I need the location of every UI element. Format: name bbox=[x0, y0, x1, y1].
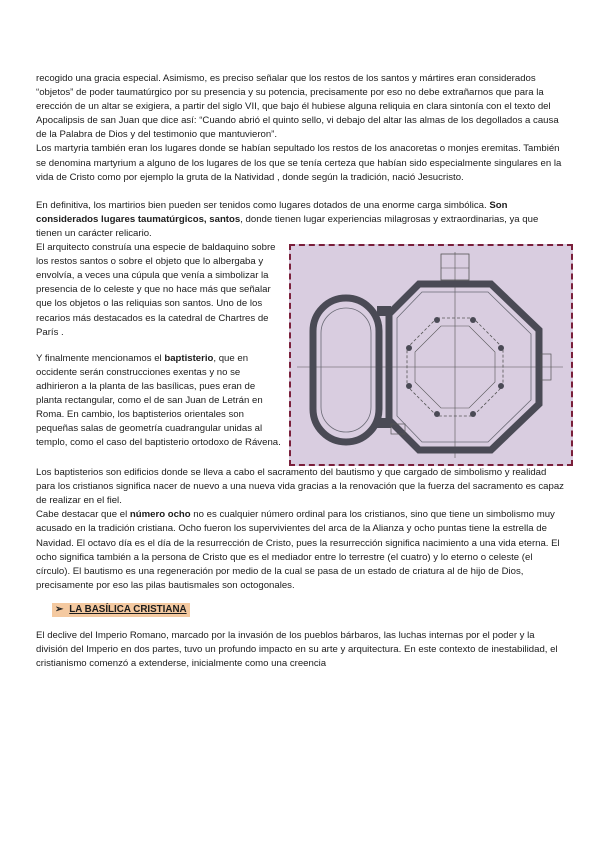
paragraph-declive-imperio: El declive del Imperio Romano, marcado por la invasión de los pueblos bárbaros, las luchas internas por el poder y la división del Imperio en dos partes, tuvo un profundo impacto en su arte y arquitectura. En este contexto de inestabilidad, el cristianismo comenzó a extenderse, inicialmente como una creencia bbox=[36, 629, 558, 670]
arrow-bullet-icon: ➢ bbox=[55, 603, 64, 615]
baptisterio-text-start: Y finalmente mencionamos el bbox=[36, 352, 165, 364]
paragraph-martyria: Los martyria también eran los lugares donde se habían sepultado los restos de los anacoretas o monjes eremitas. También se denomina martyrium a alguno de los lugares de los que se tenía certeza que habían sido especialmente singulares en la vida de Cristo como por ejemplo la gruta de la Natividad , donde según la tradición, nació Jesucristo. bbox=[36, 143, 562, 183]
section-heading-text: LA BASÍLICA CRISTIANA bbox=[69, 603, 187, 615]
numero-ocho-text-start: Cabe destacar que el bbox=[36, 509, 130, 521]
section-heading-label bbox=[52, 603, 190, 617]
martirios-text-start: En definitiva, los martirios bien pueden ser tenidos como lugares dotados de una enorme carga simbólica. bbox=[36, 199, 487, 211]
martirios-bold-text: Son considerados lugares taumatúrgicos, santos bbox=[36, 199, 508, 225]
baptistery-floor-plan-figure bbox=[289, 244, 573, 466]
martirios-text-end: , donde tienen lugar experiencias milagrosas y extraordinarias, ya que tienen un carácter relicario. bbox=[36, 213, 539, 239]
document-page bbox=[36, 72, 566, 671]
paragraph-martirios bbox=[36, 199, 566, 241]
section-heading bbox=[36, 603, 566, 617]
numero-ocho-bold-text: número ocho bbox=[129, 509, 191, 521]
paragraph-baldaquino: El arquitecto construía una especie de baldaquino sobre los restos santos o sobre el objeto que lo albergaba y envolvía, a veces una cúpula que venía a simbolizar la presencia de lo celeste y que no hace más que señalar que los objetos o las reliquias son santos. Uno de los recarios más destacados es la catedral de Chartres de París . bbox=[36, 242, 276, 338]
numero-ocho-text-end: no es cualquier número ordinal para los cristianos, sino que tiene un simbolismo muy acusado en la tradición cristiana. Ocho fueron los supervivientes del arca de la Alianza y ocho puntas tiene la estrella de Navidad. El octavo día es el día de la resurrección de Cristo, pues la resurrección significa nacimiento a una vida eterna. El ocho significa también a la persona de Cristo que es el mediador entre lo terrestre (el cuatro) y lo eterno o celeste (el círculo). El bautismo es una regeneración por medio de la cual se pasa de un estado de criatura al de hijo de Dios, precisamente por eso las pilas bautismales son octogonales. bbox=[36, 509, 560, 591]
paragraph-bautismo: Los baptisterios son edificios donde se lleva a cabo el sacramento del bautismo y que cargado de simbolismo y realidad para los cristianos significa nacer de nuevo a una nueva vida gracias a la renovación que la fuerza del sacramento es capaz de realizar en el fiel. bbox=[36, 467, 564, 507]
baptisterio-text-end: , que en occidente serán construcciones exentas y no se adhirieron a la planta de las basílicas, pues eran de planta rectangular, como el de san Juan de Letrán en Roma. En cambio, los baptisterios orientales son pequeñas salas de geometría cuadrangular unidas al templo, como el caso del baptisterio ortodoxo de Rávena. bbox=[36, 352, 281, 449]
floor-plan-drawing bbox=[291, 246, 571, 464]
paragraph-reliquias: recogido una gracia especial. Asimismo, es preciso señalar que los restos de los santos y mártires eran considerados “objetos” de poder taumatúrgico por su presencia y su potencia, precisamente por eso no debe extrañarnos que para la erección de un altar se exigiera, a partir del siglo VII, que bajo él hubiese alguna reliquia en clara sintonía con el texto del Apocalipsis de san Juan que dice así: “Cuando abrió el quinto sello, vi debajo del altar las almas de los degollados a causa de la Palabra de Dios y del testimonio que mantuvieron”. bbox=[36, 73, 559, 141]
paragraph-numero-ocho bbox=[36, 508, 566, 593]
baptisterio-bold-text: baptisterio bbox=[164, 352, 214, 364]
